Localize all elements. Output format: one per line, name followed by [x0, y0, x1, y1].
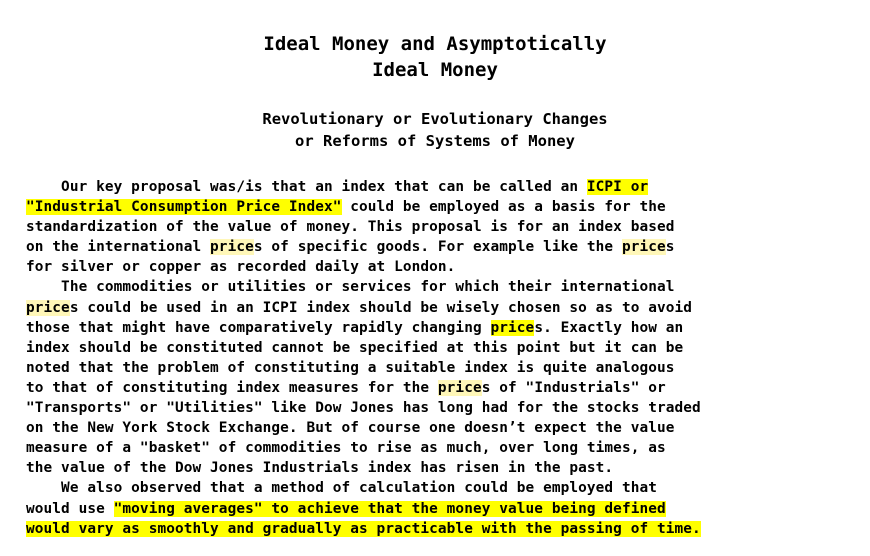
- body-line: [26, 217, 866, 237]
- document-title-line-1: Ideal Money and Asymptotically: [263, 33, 607, 55]
- document-title-line-2: Ideal Money: [372, 59, 498, 81]
- body-text-segment: index should be constituted cannot be specified at this point but it can be: [26, 339, 684, 356]
- body-text-segment: measure of a "basket" of commodities to rise as much, over long times, as: [26, 440, 666, 457]
- body-line: [26, 478, 866, 498]
- body-line: [26, 458, 866, 478]
- body-line: [26, 177, 866, 197]
- search-match-text: price: [26, 299, 70, 316]
- body-text-segment: for silver or copper as recorded daily at London.: [26, 259, 456, 276]
- body-text-segment: s could be used in an ICPI index should be wisely chosen so as to avoid: [69, 299, 693, 316]
- body-line: [26, 499, 866, 519]
- body-text-segment: The commodities or utilities or services for which their international: [26, 279, 675, 296]
- body-line: [26, 318, 866, 338]
- highlighted-text: price: [490, 319, 535, 336]
- document-body: [26, 177, 866, 539]
- body-line: [26, 519, 866, 539]
- body-text-segment: could be employed as a basis for the: [341, 199, 666, 216]
- body-text-segment: noted that the problem of constituting a suitable index is quite analogous: [26, 359, 675, 376]
- body-line: [26, 438, 866, 458]
- search-match-text: price: [621, 239, 666, 256]
- search-match-text: price: [437, 379, 482, 396]
- highlighted-text: "moving averages" to achieve that the money value being defined: [113, 500, 666, 517]
- body-text-segment: s of "Industrials" or: [481, 379, 666, 396]
- body-line: [26, 197, 866, 217]
- body-text-segment: s of specific goods. For example like the: [253, 239, 622, 256]
- body-text-segment: Our key proposal was/is that an index that can be called an: [26, 179, 587, 195]
- body-line: [26, 298, 866, 318]
- body-line: [26, 237, 866, 257]
- body-text-segment: standardization of the value of money. This proposal is for an index based: [26, 219, 675, 236]
- body-text-segment: the value of the Dow Jones Industrials index has risen in the past.: [26, 460, 614, 477]
- body-text-segment: to that of constituting index measures for the: [26, 379, 438, 396]
- highlighted-text: would vary as smoothly and gradually as practicable with the passing of time.: [26, 520, 701, 537]
- search-match-text: price: [210, 239, 254, 256]
- body-line: [26, 257, 866, 277]
- body-line: [26, 418, 866, 438]
- body-text-segment: We also observed that a method of calculation could be employed that: [26, 480, 657, 497]
- body-text-segment: on the New York Stock Exchange. But of course one doesn’t expect the value: [26, 420, 675, 437]
- body-text-segment: s. Exactly how an: [534, 319, 684, 336]
- body-line: [26, 277, 866, 297]
- body-line: [26, 398, 866, 418]
- body-text-segment: those that might have comparatively rapidly changing: [26, 319, 491, 336]
- body-text-segment: "Transports" or "Utilities" like Dow Jones has long had for the stocks traded: [26, 400, 701, 417]
- body-line: [26, 378, 866, 398]
- document-subtitle-line-1: Revolutionary or Evolutionary Changes: [262, 110, 608, 128]
- document-subtitle-line-2: or Reforms of Systems of Money: [295, 132, 575, 150]
- body-line: [26, 358, 866, 378]
- body-line: [26, 338, 866, 358]
- highlighted-text: "Industrial Consumption Price Index": [26, 199, 342, 216]
- body-text-segment: s: [665, 239, 675, 256]
- body-text-segment: would use: [26, 500, 114, 517]
- highlighted-text: ICPI or: [586, 179, 649, 195]
- body-text-segment: on the international: [26, 239, 211, 256]
